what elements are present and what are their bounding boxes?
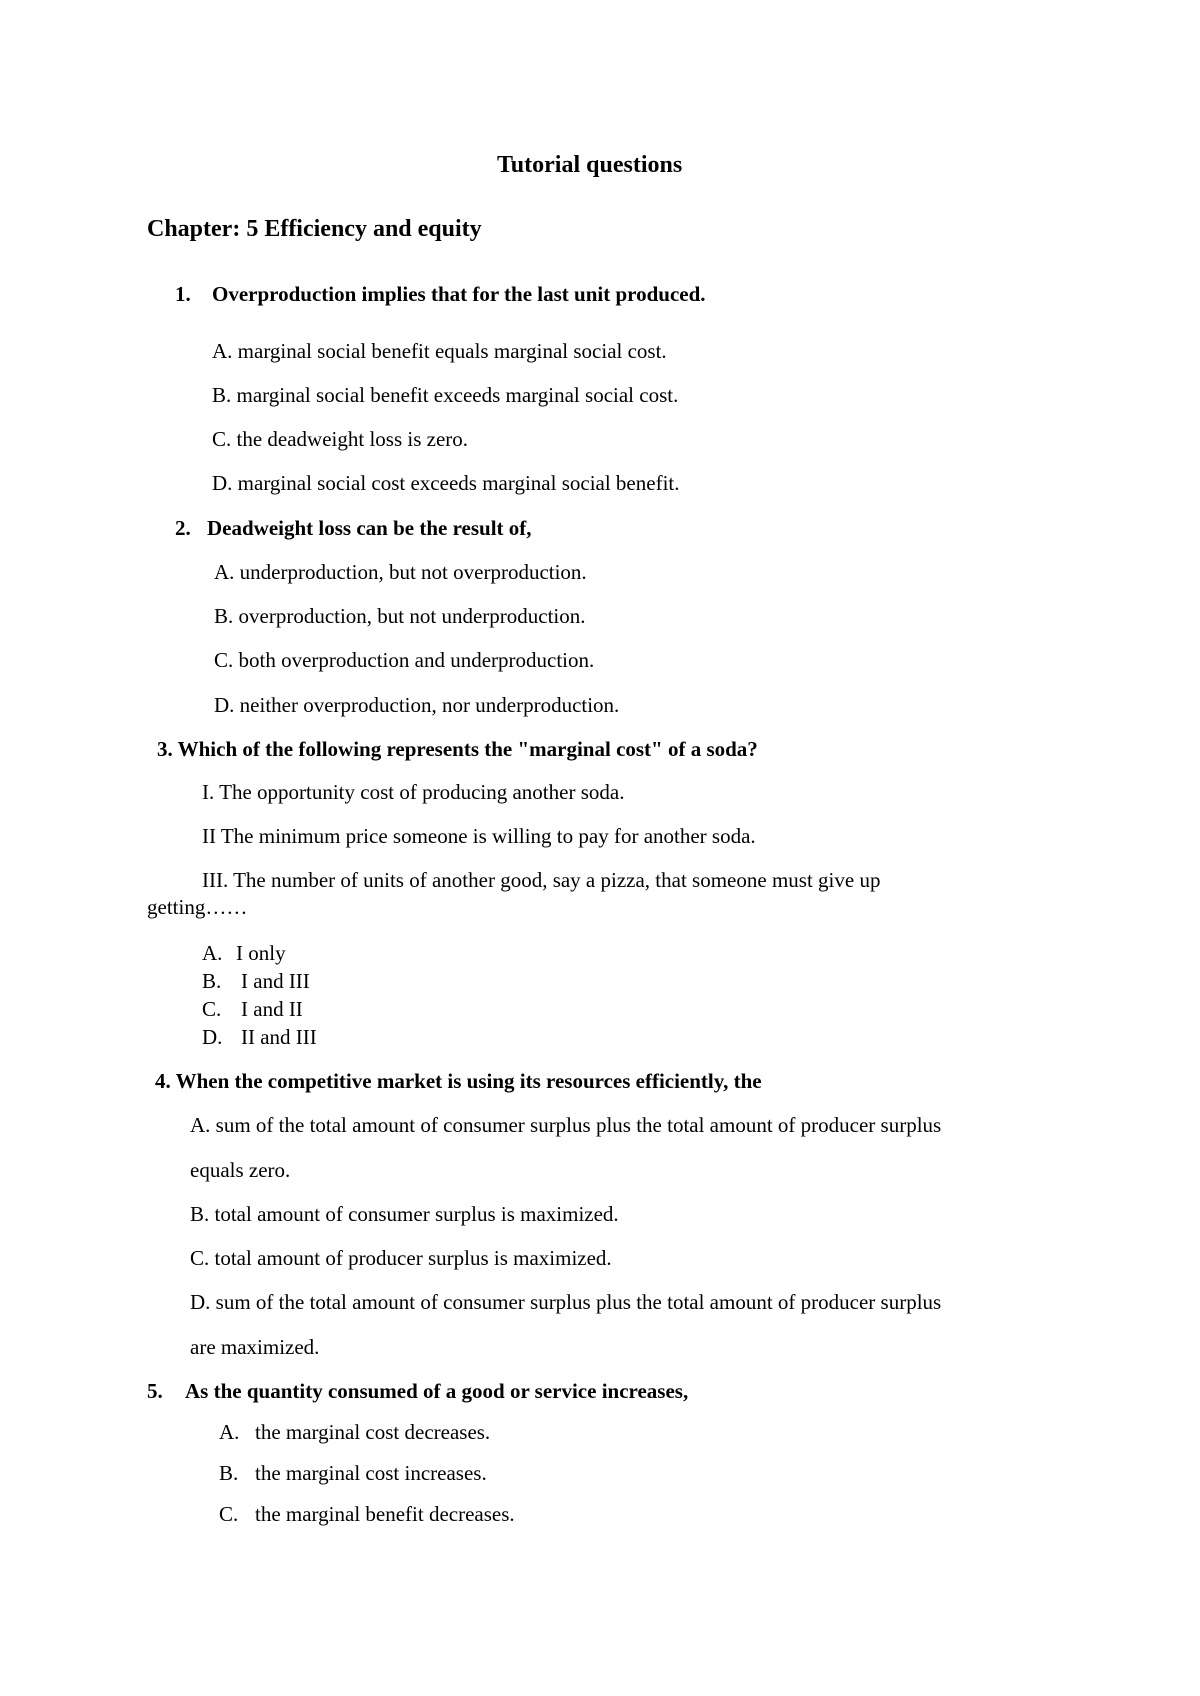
question-4-stem: 4. When the competitive market is using its resources efficiently, the (155, 1069, 762, 1093)
question-3-option-b-text: I and III (241, 969, 310, 993)
question-2-option-b: B. overproduction, but not underproduction. (214, 604, 586, 628)
question-3-option-c-letter: C. (202, 997, 222, 1021)
question-4-option-d: D. sum of the total amount of consumer surplus plus the total amount of producer surplus (190, 1290, 942, 1314)
question-4-option-a-continuation: equals zero. (190, 1158, 291, 1182)
question-1-option-c: C. the deadweight loss is zero. (212, 427, 469, 451)
question-5-stem: As the quantity consumed of a good or service increases, (185, 1379, 689, 1403)
question-5-option-c-letter: C. (219, 1502, 239, 1526)
question-2-option-c: C. both overproduction and underproduction. (214, 648, 595, 672)
question-2-option-a: A. underproduction, but not overproduction. (214, 560, 587, 584)
question-1-stem: Overproduction implies that for the last unit produced. (212, 282, 706, 306)
question-1-option-d: D. marginal social cost exceeds marginal social benefit. (212, 471, 680, 495)
question-1-number: 1. (175, 282, 191, 306)
question-4-option-c: C. total amount of producer surplus is maximized. (190, 1246, 612, 1270)
question-1-option-a: A. marginal social benefit equals marginal social cost. (212, 339, 667, 363)
question-5-option-b-letter: B. (219, 1461, 239, 1485)
question-3-option-d-text: II and III (241, 1025, 317, 1049)
question-5-option-a-letter: A. (219, 1420, 240, 1444)
question-3-statement-3-continuation: getting…… (147, 895, 248, 919)
page-title: Tutorial questions (497, 152, 683, 178)
question-5-option-c-text: the marginal benefit decreases. (255, 1502, 515, 1526)
question-3-option-d-letter: D. (202, 1025, 223, 1049)
question-5-option-b-text: the marginal cost increases. (255, 1461, 487, 1485)
question-4-option-d-continuation: are maximized. (190, 1335, 320, 1359)
question-4-option-a: A. sum of the total amount of consumer surplus plus the total amount of producer surplus (190, 1113, 942, 1137)
question-4-option-b: B. total amount of consumer surplus is maximized. (190, 1202, 619, 1226)
question-3-option-c-text: I and II (241, 997, 303, 1021)
question-3-statement-2: II The minimum price someone is willing to pay for another soda. (202, 824, 756, 848)
question-1-option-b: B. marginal social benefit exceeds marginal social cost. (212, 383, 679, 407)
question-3-statement-3: III. The number of units of another good, say a pizza, that someone must give up (202, 868, 881, 892)
question-3-option-b-letter: B. (202, 969, 222, 993)
question-3-stem: 3. Which of the following represents the "marginal cost" of a soda? (157, 737, 758, 761)
question-5-number: 5. (147, 1379, 163, 1403)
question-2-number: 2. (175, 516, 191, 540)
question-2-option-d: D. neither overproduction, nor underproduction. (214, 693, 620, 717)
chapter-heading: Chapter: 5 Efficiency and equity (147, 216, 482, 242)
question-3-statement-1: I. The opportunity cost of producing another soda. (202, 780, 625, 804)
question-3-option-a-text: I only (236, 941, 286, 965)
question-3-option-a-letter: A. (202, 941, 223, 965)
question-2-stem: Deadweight loss can be the result of, (207, 516, 532, 540)
question-5-option-a-text: the marginal cost decreases. (255, 1420, 491, 1444)
